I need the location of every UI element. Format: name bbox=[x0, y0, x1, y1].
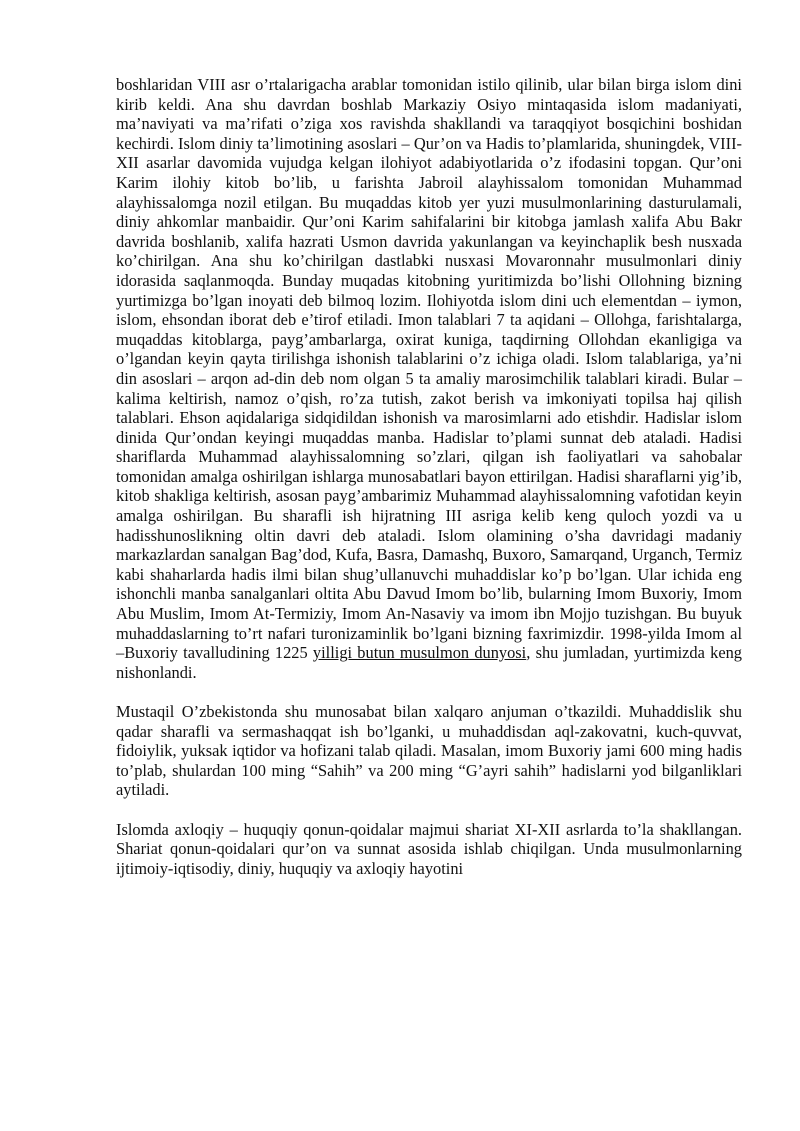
paragraph-shariat: Islomda axloqiy – huquqiy qonun-qoidalar majmui shariat XI-XII asrlarda to’la shakllangan. Shariat qonun-qoidalari qur’on va sunnat asosida ishlab chiqilgan. Unda musulmonlarning ijtimoiy-iqtisodiy, diniy, huquqiy va axloqiy hayotini bbox=[116, 819, 742, 878]
document-page bbox=[116, 75, 742, 878]
underlined-phrase: yilligi butun musulmon dunyosi bbox=[312, 643, 527, 663]
paragraph-text-main: boshlaridan VIII asr o’rtalarigacha arablar tomonidan istilo qilinib, ular bilan birga islom dini kirib keldi. Ana shu davrdan boshlab Markaziy Osiyo mintaqasida islom madaniyati, ma’naviyati va ma’rifati o’ziga xos ravishda shakllandi va taraqqiyot bosqichini boshidan kechirdi. Islom diniy ta’limotining asoslari – Qur’on va Hadis to’plamlarida, shuningdek, VIII-XII asarlar davomida vujudga kelgan ilohiyot adabiyotlarida o’z ifodasini topgan. Qur’oni Karim ilohiy kitob bo’lib, u farishta Jabroil alayhissalom tomonidan Muhammad alayhissalomga nozil etilgan. Bu muqaddas kitob yer yuzi musulmonlarining dasturulamali, diniy ahkomlar manbaidir. Qur’oni Karim sahifalarini bir kitobga jamlash xalifa Abu Bakr davrida boshlanib, xalifa hazrati Usmon davrida yakunlangan va keyinchaplik besh nusxada ko’chirilgan. Ana shu ko’chirilgan dastlabki nusxasi Movaronnahr musulmonlari diniy idorasida saqlanmoqda. Bunday muqadas kitobning yuritimizda bo’lishi Ollohning bizning yurtimizga bo’lgan inoyati deb bilmoq lozim. Ilohiyotda islom dini uch elementdan – iymon, islom, ehsondan iborat deb e’tirof etiladi. Imon talablari 7 ta aqidani – Ollohga, farishtalarga, muqaddas kitoblarga, payg’ambarlarga, oxirat kuniga, taqdirning Ollohdan ekanligiga va o’lgandan keyin qayta tirilishga ishonish talablarini o’z ichiga oladi. Islom talablariga, ya’ni din asoslari – arqon ad-din deb nom olgan 5 ta amaliy marosimchilik talablari kiradi. Bular – kalima keltirish, namoz o’qish, ro’za tutish, zakot berish va imkoniyati topilsa haj qilish talablari. Ehson aqidalariga sidqidildan ishonish va marosimlarni ado etishdir. Hadislar islom dinida Qur’ondan keyingi muqaddas manba. Hadislar to’plami sunnat deb ataladi. Hadisi shariflarda Muhammad alayhissalomning so’zlari, qilgan ish faoliyatlari va sahobalar tomonidan amalga oshirilgan ishlarga munosabatlari bayon ettirilgan. Hadisi sharaflarni yig’ib, kitob shakliga keltirish, asosan payg’ambarimiz Muhammad alayhissalomning vafotidan keyin amalga oshirilgan. Bu sharafli ish hijratning III asriga kelib keng quloch yozdi va u hadisshunoslikning oltin davri deb ataladi. Islom olamining o’sha davridagi madaniy markazlardan sanalgan Bag’dod, Kufa, Basra, Damashq, Buxoro, Samarqand, Urganch, Termiz kabi shaharlarda hadis ilmi bilan shug’ullanuvchi muhaddislar ko’p bo’lgan. Ular ichida eng ishonchli manba sanalganlari oltita Abu Davud Imom bo’lib, bularning Imom Buxoriy, Imom Abu Muslim, Imom At-Termiziy, Imom An-Nasaviy va imom ibn Mojjo tuzishgan. Bu buyuk muhaddaslarning to’rt nafari turonizaminlik bo’lgani bizning faxrimizdir. 1998-yilda Imom al –Buxoriy tavalludining 1225 bbox=[116, 75, 742, 663]
paragraph-text-end: , shu jumladan, yurtimizda keng nishonlandi. bbox=[116, 643, 742, 682]
paragraph-islom-tarixi bbox=[116, 75, 742, 682]
paragraph-muhaddislik: Mustaqil O’zbekistonda shu munosabat bilan xalqaro anjuman o’tkazildi. Muhaddislik shu qadar sharafli va sermashaqqat ish bo’lganki, u muhaddisdan aql-zakovatni, kuch-quvvat, fidoiylik, yuksak iqtidor va hofizani talab qiladi. Masalan, imom Buxoriy jami 600 ming hadis to’plab, shulardan 100 ming “Sahih” va 200 ming “G’ayri sahih” hadislarni yod bilganliklari aytiladi. bbox=[116, 702, 742, 800]
